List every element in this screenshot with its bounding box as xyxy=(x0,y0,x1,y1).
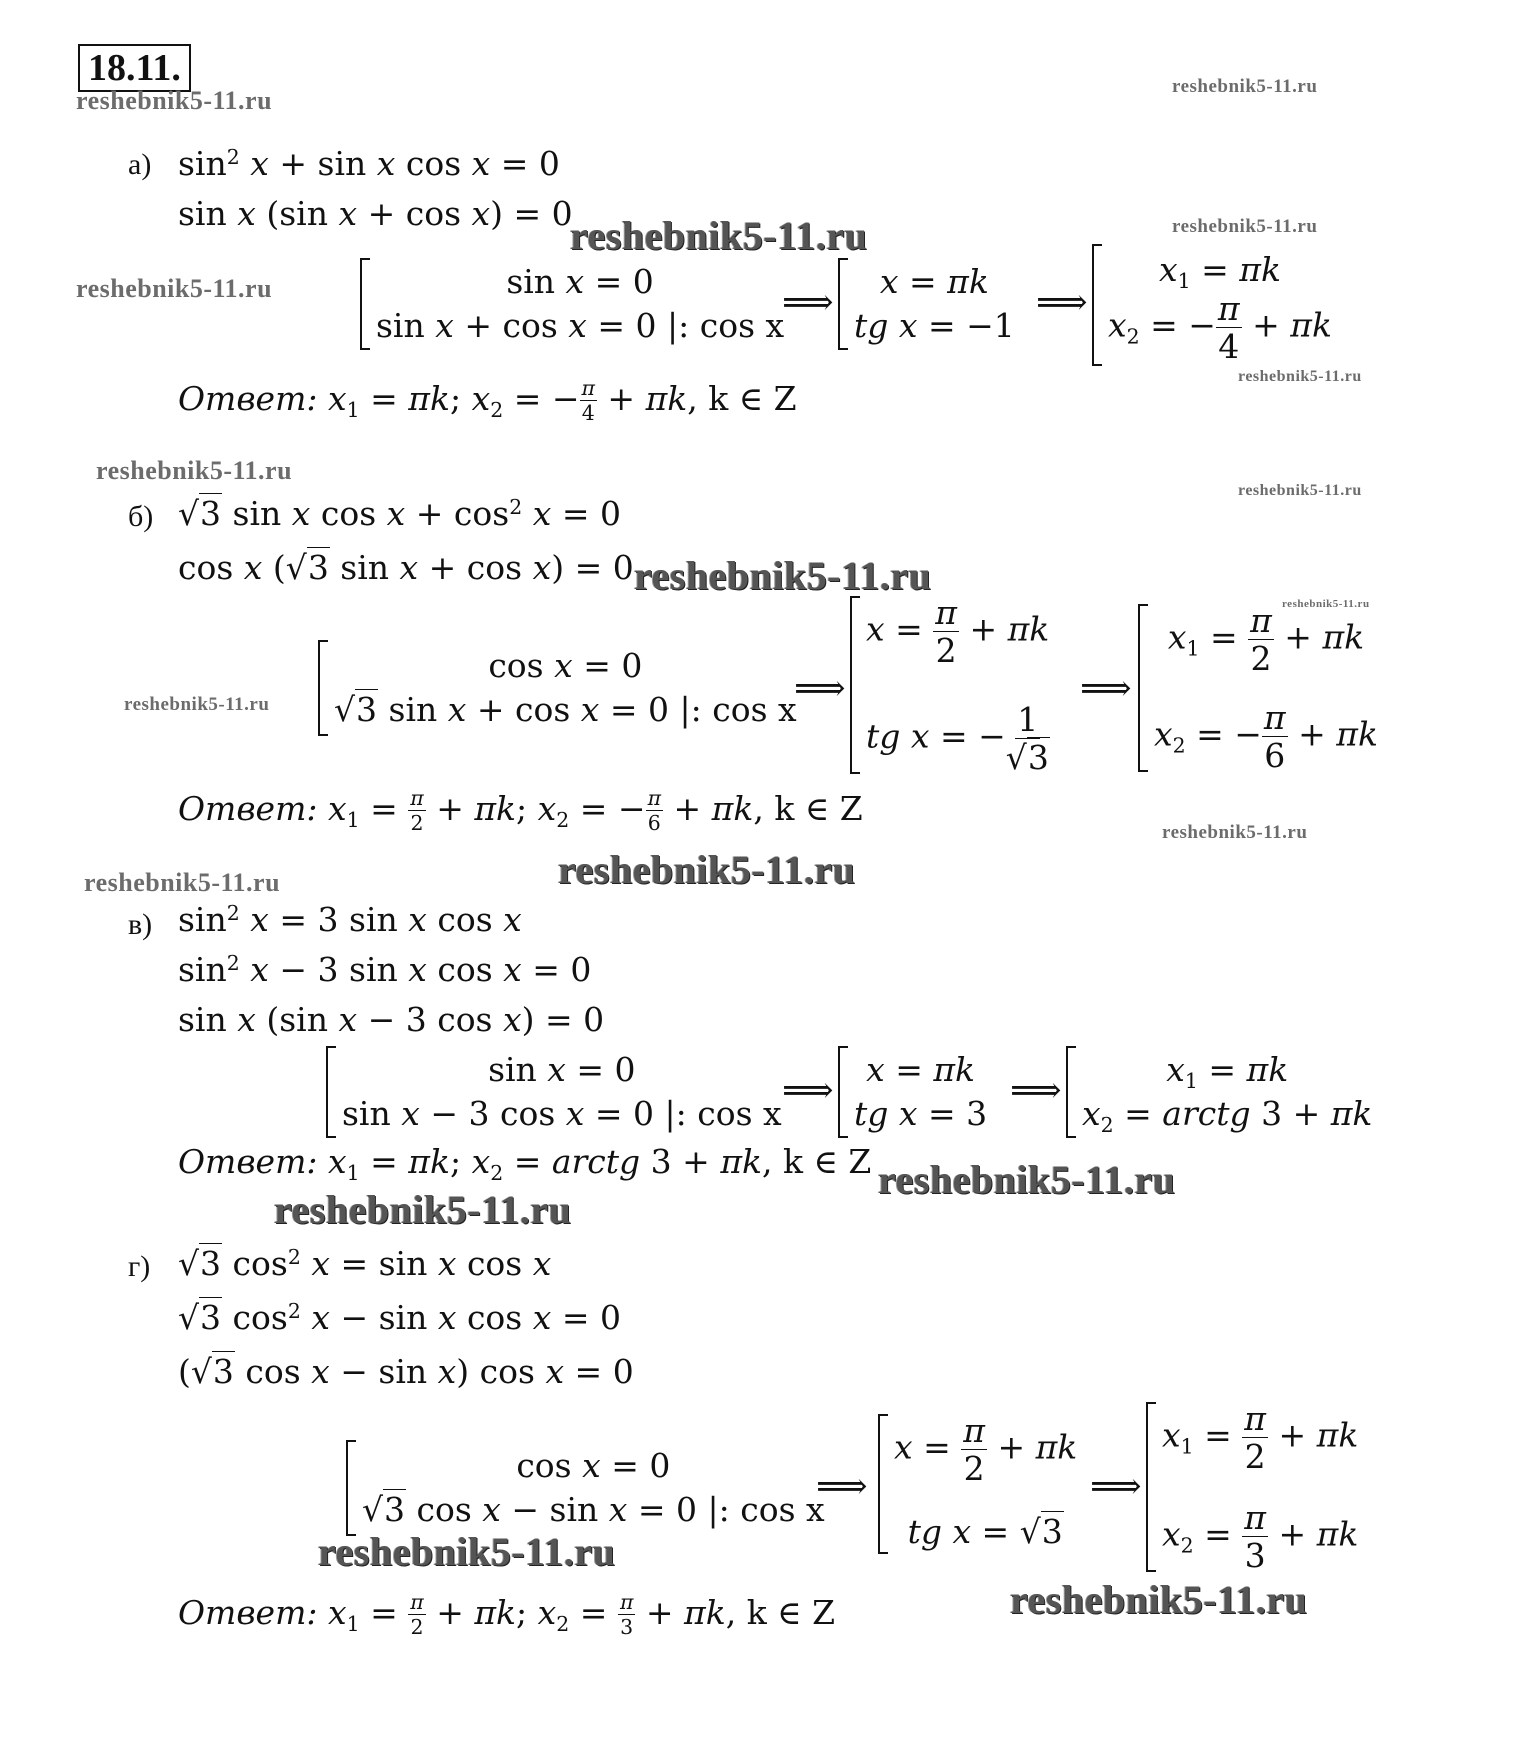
system: $x_1 = \pi k$ $x_2$ = − $\frac{\pi}{4}$ + πk xyxy=(1092,244,1332,366)
part-b-label: б) xyxy=(128,500,154,533)
equation: $\sin^2 x = 3$ sin x cos x xyxy=(178,900,522,939)
watermark: reshebnik5-11.ru xyxy=(1010,1577,1308,1622)
implies-icon: ⟹ xyxy=(1080,668,1132,709)
watermark: reshebnik5-11.ru xyxy=(76,274,273,303)
bracket-icon xyxy=(878,1414,888,1554)
bracket-icon xyxy=(1146,1402,1156,1572)
system: $x_1$ = $\frac{\pi}{2}$ + πk $x_2$ = − $\frac{\pi}{6}$ + πk xyxy=(1138,604,1378,772)
bracket-icon xyxy=(838,258,848,350)
equation: (√3 cos x − sin x) cos x = 0 xyxy=(178,1352,634,1391)
implies-icon: ⟹ xyxy=(794,668,846,709)
part-a-label: а) xyxy=(128,148,152,181)
bracket-icon xyxy=(346,1440,356,1536)
equation: $\sin^2 x - 3$ sin x cos x = 0 xyxy=(178,950,592,989)
system: sin x = 0 sin x − 3 cos x = 0 |: cos x xyxy=(326,1046,782,1138)
equation: sin x (sin x − 3 cos x) = 0 xyxy=(178,1000,605,1039)
answer: Ответ: $x_1$ = $\frac{\pi}{2}$ + πk; $x_2$ = $\frac{\pi}{3}$ + πk, k ∈ Z xyxy=(178,1590,836,1640)
implies-icon: ⟹ xyxy=(782,282,834,323)
system: x = πk tg x = 3 xyxy=(838,1046,987,1138)
watermark: reshebnik5-11.ru xyxy=(1172,216,1318,237)
equation: $\sin^2 x + \sin x$ cos x = 0 xyxy=(178,144,560,183)
answer: Ответ: $x_1 = \pi k$; $x_2$ = arctg 3 + πk, k ∈ Z xyxy=(178,1142,872,1186)
bracket-icon xyxy=(326,1046,336,1138)
answer: Ответ: $x_1 = \pi k$; $x_2$ = − $\frac{\pi}{4}$ + πk, k ∈ Z xyxy=(178,376,797,426)
system: x = $\frac{\pi}{2}$ + πk tg x = √3 xyxy=(878,1414,1077,1554)
bracket-icon xyxy=(318,640,328,736)
system: cos x = 0 √3 sin x + cos x = 0 |: cos x xyxy=(318,640,797,736)
bracket-icon xyxy=(838,1046,848,1138)
part-g-label: г) xyxy=(128,1250,151,1283)
watermark: reshebnik5-11.ru xyxy=(558,847,856,892)
watermark: reshebnik5-11.ru xyxy=(1238,368,1362,385)
implies-icon: ⟹ xyxy=(1090,1466,1142,1507)
answer: Ответ: $x_1$ = $\frac{\pi}{2}$ + πk; $x_2$ = − $\frac{\pi}{6}$ + πk, k ∈ Z xyxy=(178,786,863,836)
bracket-icon xyxy=(1138,604,1148,772)
implies-icon: ⟹ xyxy=(1036,282,1088,323)
watermark: reshebnik5-11.ru xyxy=(1172,76,1318,97)
watermark: reshebnik5-11.ru xyxy=(84,868,281,897)
watermark: reshebnik5-11.ru xyxy=(318,1529,616,1574)
equation: sin x (sin x + cos x) = 0 xyxy=(178,194,573,233)
implies-icon: ⟹ xyxy=(816,1466,868,1507)
equation: cos x (√3 sin x + cos x) = 0 xyxy=(178,548,634,587)
watermark: reshebnik5-11.ru xyxy=(274,1187,572,1232)
system: x = $\frac{\pi}{2}$ + πk tg x = − $\frac{1}{√3}$ xyxy=(850,596,1050,774)
implies-icon: ⟹ xyxy=(782,1070,834,1111)
part-v-label: в) xyxy=(128,908,153,941)
watermark: reshebnik5-11.ru xyxy=(634,553,932,598)
watermark: reshebnik5-11.ru xyxy=(1162,822,1308,843)
system: x = πk tg x = −1 xyxy=(838,258,1015,350)
system: $x_1$ = $\frac{\pi}{2}$ + πk $x_2$ = $\frac{\pi}{3}$ + πk xyxy=(1146,1402,1358,1572)
watermark: reshebnik5-11.ru xyxy=(96,456,293,485)
bracket-icon xyxy=(1066,1046,1076,1138)
equation: √3 $\cos^2 x - \sin x$ cos x = 0 xyxy=(178,1298,621,1337)
equation: √3 sin x $\cos x + \cos^2 x = 0$ xyxy=(178,494,621,533)
watermark: reshebnik5-11.ru xyxy=(570,213,868,258)
watermark: reshebnik5-11.ru xyxy=(76,86,273,115)
bracket-icon xyxy=(360,258,370,350)
watermark: reshebnik5-11.ru xyxy=(1282,598,1370,610)
equation: √3 $\cos^2 x = \sin x$ cos x xyxy=(178,1244,552,1283)
bracket-icon xyxy=(1092,244,1102,366)
watermark: reshebnik5-11.ru xyxy=(1238,482,1362,499)
system: sin x = 0 sin x + cos x = 0 |: cos x xyxy=(360,258,784,350)
watermark: reshebnik5-11.ru xyxy=(878,1157,1176,1202)
implies-icon: ⟹ xyxy=(1010,1070,1062,1111)
system: cos x = 0 √3 cos x − sin x = 0 |: cos x xyxy=(346,1440,825,1536)
problem-number: 18.11. xyxy=(78,44,191,92)
system: $x_1 = \pi k$ $x_2$ = arctg 3 + πk xyxy=(1066,1046,1372,1138)
bracket-icon xyxy=(850,596,860,774)
watermark: reshebnik5-11.ru xyxy=(124,694,270,715)
